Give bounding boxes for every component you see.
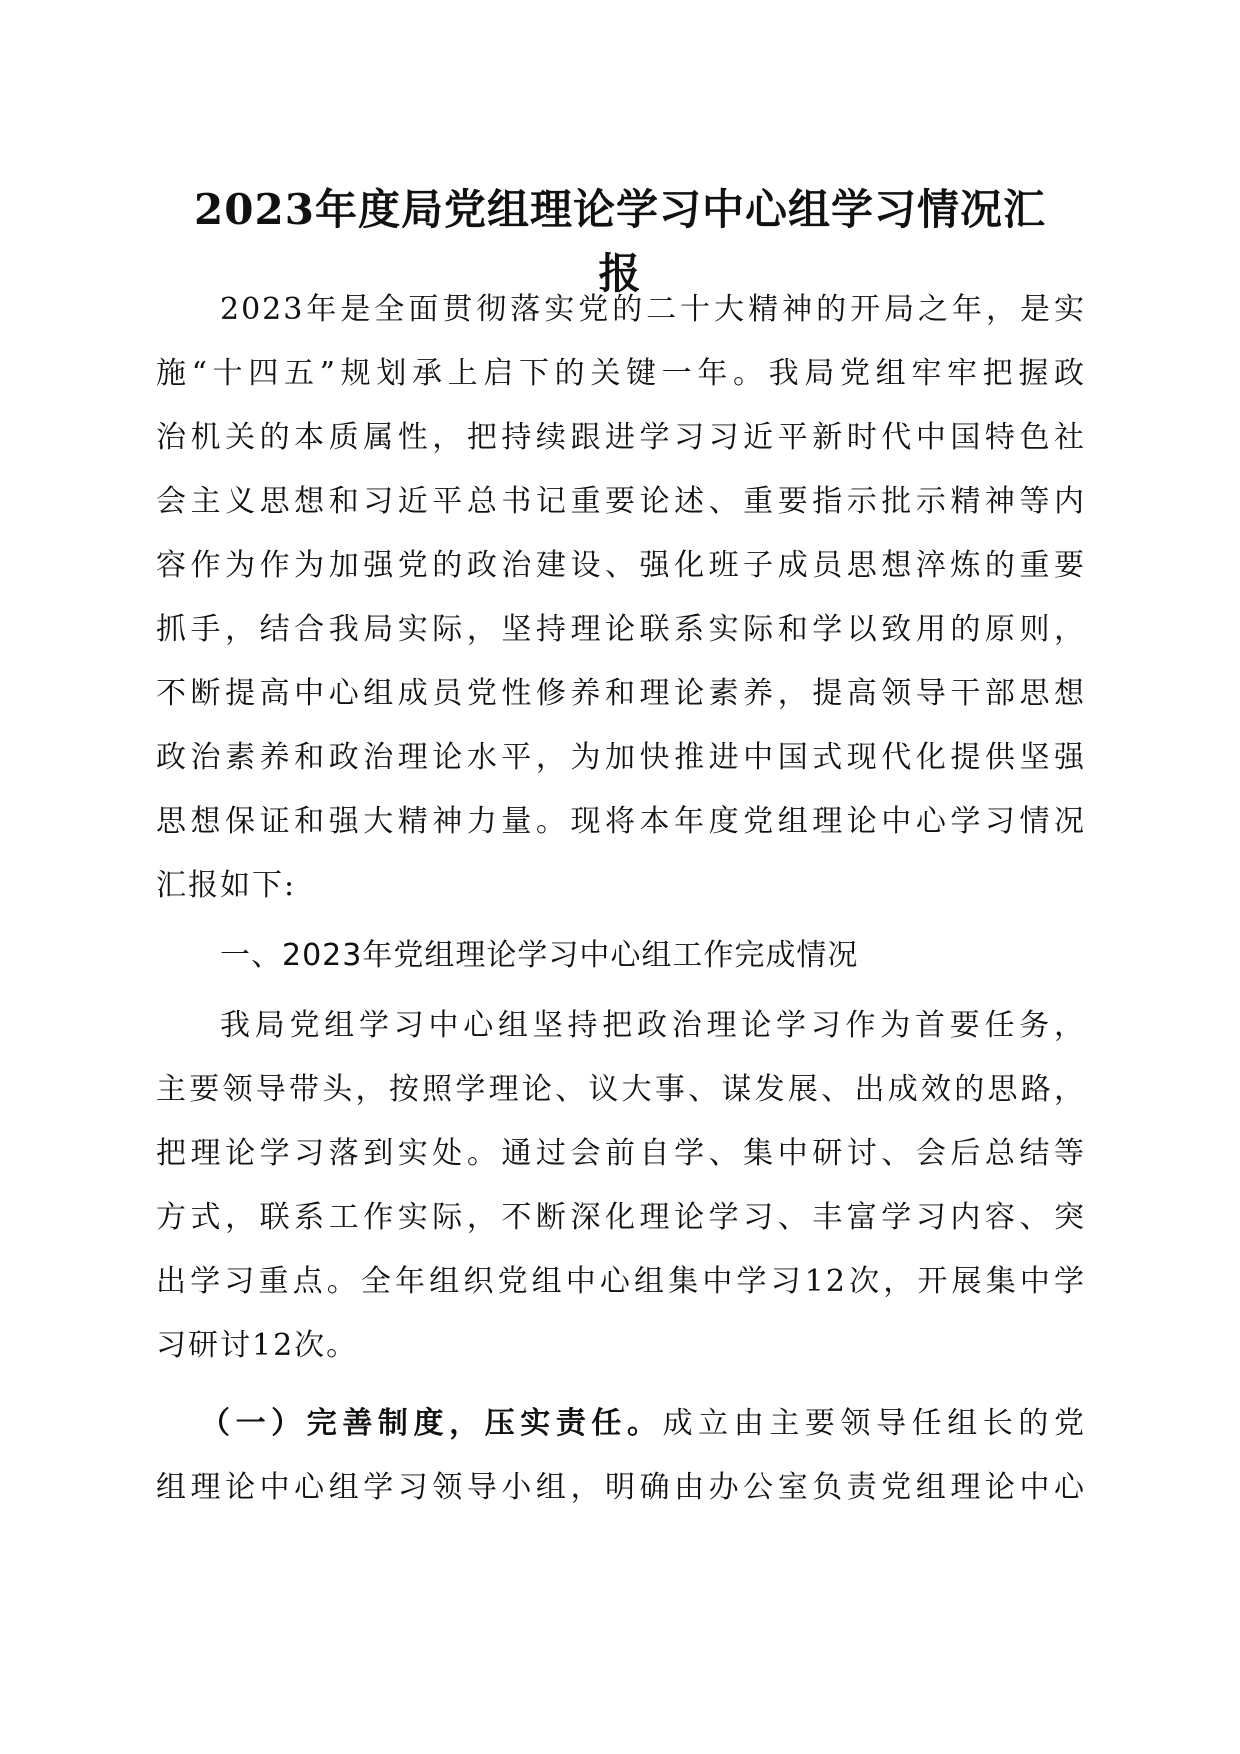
intro-line-7: 不断提高中心组成员党性修养和理论素养，提高领导干部思想 — [156, 676, 1086, 711]
intro-line-8: 政治素养和政治理论水平，为加快推进中国式现代化提供坚强 — [156, 740, 1086, 775]
intro-line-9: 思想保证和强大精神力量。现将本年度党组理论中心学习情况 — [156, 804, 1086, 839]
section-1-line-1: 我局党组学习中心组坚持把政治理论学习作为首要任务， — [220, 1008, 1086, 1043]
subsection-1-line-1-rest: 成立由主要领导任组长的党 — [662, 1406, 1087, 1441]
document-title-line-2: 报 — [598, 249, 642, 298]
section-1-line-3: 把理论学习落到实处。通过会前自学、集中研讨、会后总结等 — [156, 1136, 1086, 1171]
intro-line-6: 抓手，结合我局实际，坚持理论联系实际和学以致用的原则， — [156, 612, 1086, 647]
section-1-heading: 一、2023年党组理论学习中心组工作完成情况 — [220, 938, 859, 973]
document-title-line-1: 2023年度局党组理论学习中心组学习情况汇 — [194, 185, 1046, 234]
section-1-line-6: 习研讨12次。 — [156, 1328, 359, 1363]
intro-line-2: 施“十四五”规划承上启下的关键一年。我局党组牢牢把握政 — [156, 356, 1086, 391]
intro-line-5: 容作为作为加强党的政治建设、强化班子成员思想淬炼的重要 — [156, 548, 1086, 583]
intro-line-10: 汇报如下: — [156, 868, 297, 903]
intro-line-4: 会主义思想和习近平总书记重要论述、重要指示批示精神等内 — [156, 484, 1086, 519]
section-1-line-2: 主要领导带头，按照学理论、议大事、谋发展、出成效的思路， — [156, 1072, 1086, 1107]
intro-line-3: 治机关的本质属性，把持续跟进学习习近平新时代中国特色社 — [156, 420, 1086, 455]
section-1-line-4: 方式，联系工作实际，不断深化理论学习、丰富学习内容、突 — [156, 1200, 1086, 1235]
subsection-1-line-2: 组理论中心组学习领导小组，明确由办公室负责党组理论中心 — [156, 1470, 1086, 1505]
subsection-1-lead: （一）完善制度，压实责任。 — [200, 1406, 663, 1441]
intro-line-1: 2023年是全面贯彻落实党的二十大精神的开局之年，是实 — [220, 292, 1086, 327]
section-1-line-5: 出学习重点。全年组织党组中心组集中学习12次，开展集中学 — [156, 1264, 1086, 1299]
subsection-1-line-1 — [200, 1392, 1086, 1456]
